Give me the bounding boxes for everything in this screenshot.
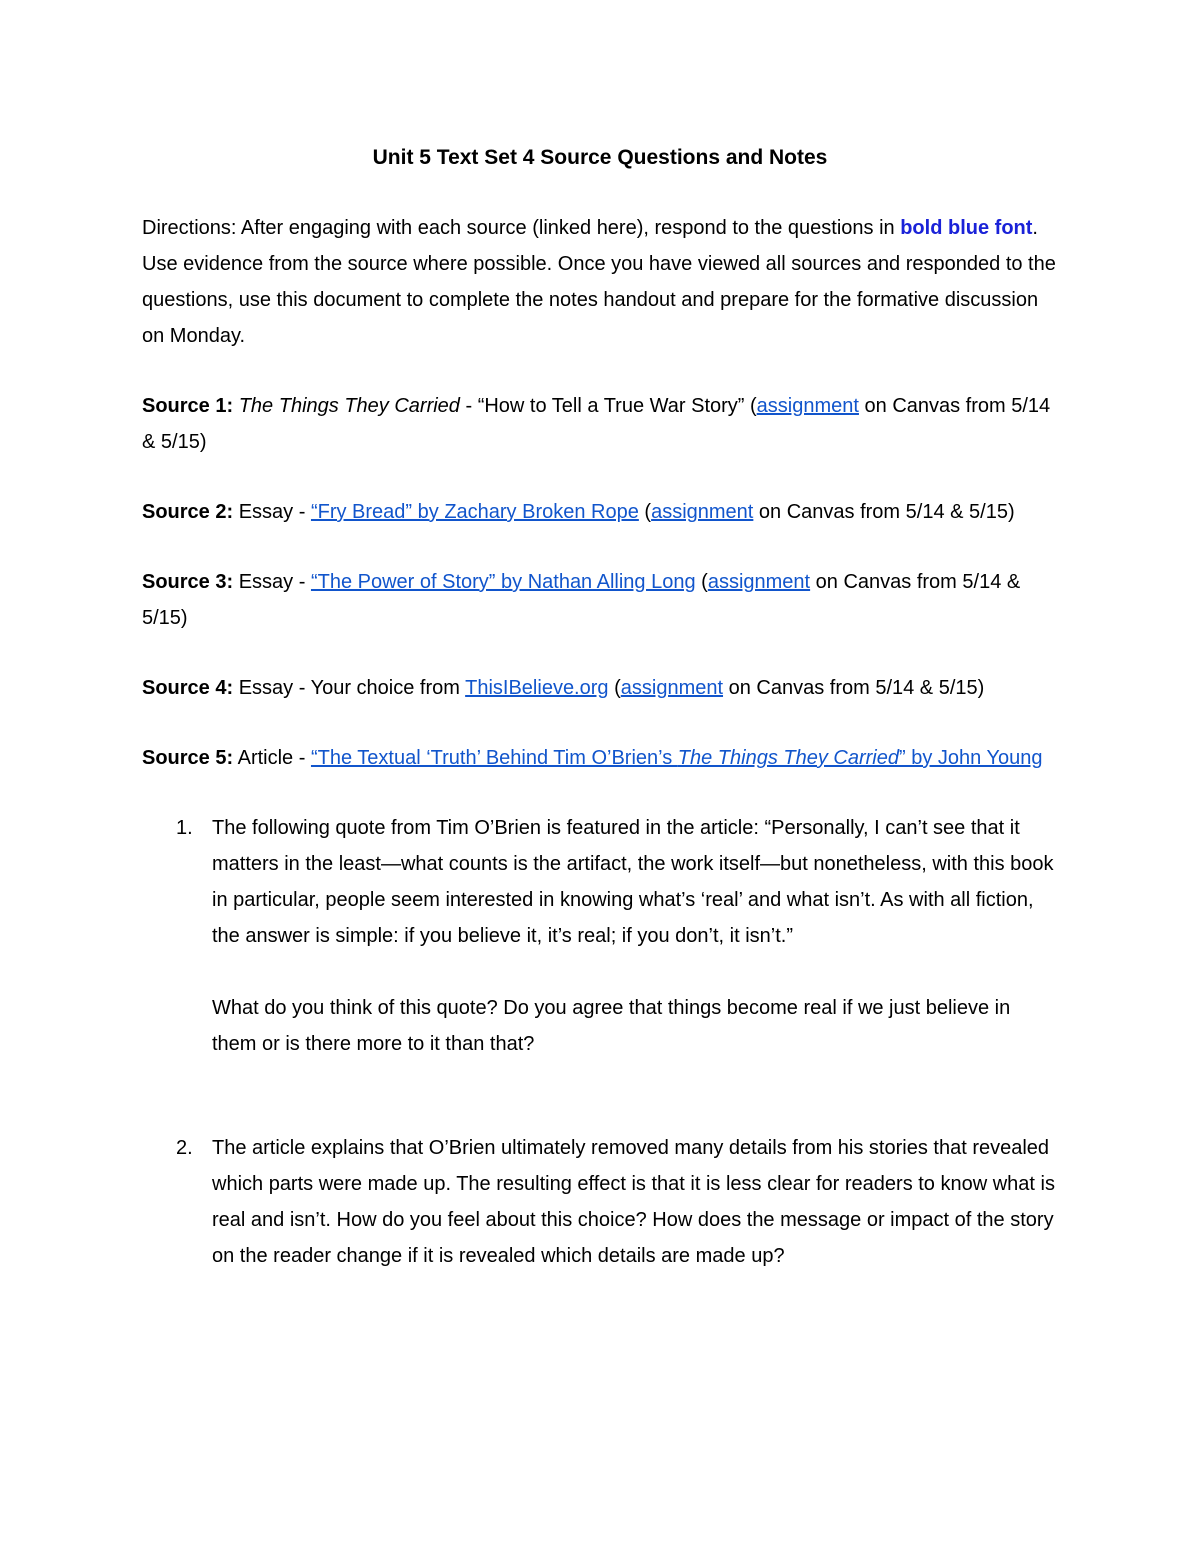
source-5 — [142, 740, 1058, 776]
document-page — [142, 140, 1058, 1274]
source-4-rest: on Canvas from 5/14 & 5/15) — [723, 677, 985, 699]
source-4-open: ( — [608, 677, 621, 699]
source-4-type: Essay - Your choice from — [233, 677, 466, 699]
source-1-assignment-link[interactable]: assignment — [756, 395, 859, 417]
source-4-label: Source 4: — [142, 677, 234, 699]
source-1-label: Source 1: — [142, 395, 234, 417]
source-5-label: Source 5: — [142, 747, 234, 769]
source-1-work: The Things They Carried — [238, 395, 460, 417]
source-5-type: Article - — [233, 747, 311, 769]
source-3-rest: on Canvas from 5/14 & 5/15) — [142, 571, 1021, 629]
source-5-article-link[interactable] — [311, 747, 1043, 769]
directions-text-end: . Use evidence from the source where possible. Once you have viewed all sources and responded to the questions, use this document to complete the notes handout and prepare for the formative discussion on Monday. — [142, 217, 1056, 347]
source-4 — [142, 670, 1058, 706]
source-3-assignment-link[interactable]: assignment — [707, 571, 811, 593]
source-2-label: Source 2: — [142, 501, 234, 523]
directions-paragraph — [142, 210, 1058, 354]
source-3-open: ( — [695, 571, 708, 593]
source-1-rest: on Canvas from 5/14 & 5/15) — [142, 395, 1051, 453]
source-2 — [142, 494, 1058, 530]
questions-list — [142, 810, 1058, 1274]
source-1-sep: - — [459, 395, 478, 417]
source-2-assignment-link[interactable]: assignment — [651, 501, 754, 523]
page-title: Unit 5 Text Set 4 Source Questions and Notes — [372, 146, 828, 169]
question-1 — [142, 810, 1058, 1062]
source-1-chapter: “How to Tell a True War Story” ( — [477, 395, 757, 417]
directions-text: Directions: After engaging with each source (linked here), respond to the questions in — [142, 217, 901, 239]
source-3 — [142, 564, 1058, 636]
source-2-open: ( — [638, 501, 652, 523]
source-1 — [142, 388, 1058, 460]
source-4-site-link[interactable]: ThisIBelieve.org — [465, 677, 609, 699]
question-2-number: 2. — [176, 1137, 193, 1159]
directions-emphasis: bold blue font — [900, 217, 1033, 239]
source-3-title-link[interactable]: “The Power of Story” by Nathan Alling Long — [310, 571, 696, 593]
source-5-link-part1: “The Textual ‘Truth’ Behind Tim O’Brien’s — [310, 747, 678, 769]
source-2-rest: on Canvas from 5/14 & 5/15) — [753, 501, 1015, 523]
source-4-assignment-link[interactable]: assignment — [620, 677, 724, 699]
question-1-text: The following quote from Tim O’Brien is featured in the article: “Personally, I can’t see that it matters in the least—what counts is the artifact, the work itself—but nonetheless, with this book in particular, people seem interested in knowing what’s ‘real’ and what isn’t. As with all fiction, the answer is simple: if you believe it, it’s real; if you don’t, it isn’t.” — [212, 817, 1054, 947]
source-5-link-part2: ” by John Young — [898, 747, 1043, 769]
question-1-followup: What do you think of this quote? Do you agree that things become real if we just believe in them or is there more to it than that? — [212, 997, 1011, 1055]
question-1-number: 1. — [176, 817, 193, 839]
source-3-type: Essay - — [233, 571, 311, 593]
source-5-link-italic: The Things They Carried — [677, 747, 899, 769]
source-2-title-link[interactable]: “Fry Bread” by Zachary Broken Rope — [310, 501, 639, 523]
source-2-type: Essay - — [233, 501, 311, 523]
source-3-label: Source 3: — [142, 571, 234, 593]
question-2 — [142, 1130, 1058, 1274]
question-2-text: The article explains that O’Brien ultimately removed many details from his stories that revealed which parts were made up. The resulting effect is that it is less clear for readers to know what is real and isn’t. How do you feel about this choice? How does the message or impact of the story on the reader change if it is revealed which details are made up? — [212, 1137, 1055, 1267]
